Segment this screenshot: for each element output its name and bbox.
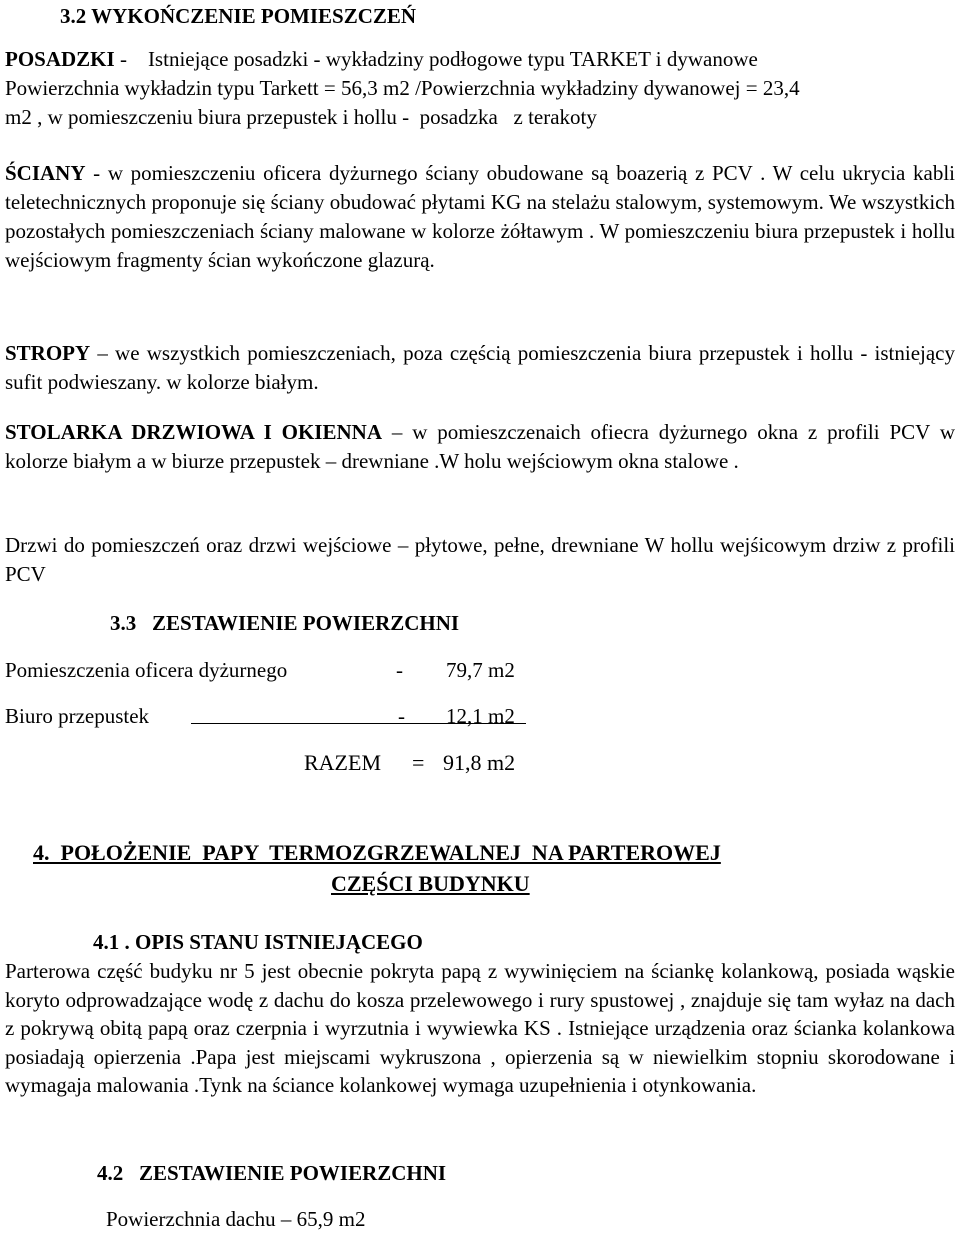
sciany-text: - w pomieszczeniu oficera dyżurnego ściany obudowane są boazerią z PCV . W celu ukrycia kabli teletechnicznych proponuje się ściany obudować płytami KG na stelażu stalowym, systemowym. We wszystkich pozostałych pomieszczeniach ściany malowane w kolorze żółtawym . W pomieszczeniu biura przepustek i hollu wejściowym fragmenty ścian wykończone glazurą. bbox=[5, 161, 955, 272]
posadzki-line-1 bbox=[5, 45, 955, 74]
area-total-eq: = bbox=[412, 750, 425, 775]
area-row-2-value: 12,1 m2 bbox=[446, 704, 515, 728]
area-row-1-value: 79,7 m2 bbox=[446, 658, 515, 682]
posadzki-line-2: Powierzchnia wykładzin typu Tarkett = 56,3 m2 /Powierzchnia wykładziny dywanowej = 23,4 bbox=[5, 76, 800, 100]
stropy-paragraph bbox=[5, 339, 955, 397]
posadzki-line-1-text: Istniejące posadzki - wykładziny podłogowe typu TARKET i dywanowe bbox=[147, 47, 758, 71]
section-4-1-heading-text: 4.1 . OPIS STANU ISTNIEJĄCEGO bbox=[93, 930, 423, 954]
section-4-heading-line-1-text: 4. POŁOŻENIE PAPY TERMOZGRZEWALNEJ NA PARTEROWEJ bbox=[33, 840, 721, 865]
sciany-paragraph bbox=[5, 159, 955, 275]
stolarka-text: – w pomieszczenaich ofiecra dyżurnego okna z profili PCV w kolorze białym a w biurze przepustek – drewniane .W holu wejściowym okna stalowe . bbox=[5, 420, 955, 473]
posadzki-label: POSADZKI bbox=[5, 47, 115, 71]
section-4-2-text: Powierzchnia dachu – 65,9 m2 bbox=[106, 1207, 366, 1231]
section-4-heading-line-2-text: CZĘŚCI BUDYNKU bbox=[331, 871, 530, 896]
area-row-2-dash: - bbox=[398, 704, 405, 728]
stropy-text: – we wszystkich pomieszczeniach, poza częścią pomieszczenia biura przepustek i hollu - istniejący sufit podwieszany. w kolorze białym. bbox=[5, 341, 955, 394]
section-4-heading-line-2 bbox=[331, 869, 960, 899]
section-4-1-text: Parterowa część budyku nr 5 jest obecnie pokryta papą z wywinięciem na ściankę kolankową, posiada wąskie koryto odprowadzające wodę z dachu do kosza przelewowego i rury spustowej , znajduje się tam wyłaz na dach z pokrywą obitą papą oraz czerpnia i wyrzutnia i wywiewka KS . Istniejące urządzenia oraz ścianka kolankowa posiadają opierzenia .Papa jest miejscami wykruszona , opierzenia są w niewielkim stopniu skorodowane i wymagaja malowania .Tynk na ściance kolankowej wymaga uzupełnienia i otynkowania. bbox=[5, 959, 955, 1098]
stolarka-paragraph bbox=[5, 418, 955, 476]
section-3-3-heading-text: 3.3 ZESTAWIENIE POWIERZCHNI bbox=[110, 611, 460, 635]
stolarka-label: STOLARKA DRZWIOWA I OKIENNA bbox=[5, 420, 382, 444]
section-4-1-heading bbox=[93, 928, 960, 957]
posadzki-paragraph bbox=[5, 45, 955, 132]
posadzki-line-3: m2 , w pomieszczeniu biura przepustek i hollu - posadzka z terakoty bbox=[5, 105, 597, 129]
stropy-label: STROPY bbox=[5, 341, 91, 365]
section-3-2-heading-text: 3.2 WYKOŃCZENIE POMIESZCZEŃ bbox=[60, 4, 417, 28]
sciany-label: ŚCIANY bbox=[5, 161, 86, 185]
area-row-2-name: Biuro przepustek bbox=[5, 704, 150, 728]
section-4-2-heading-text: 4.2 ZESTAWIENIE POWIERZCHNI bbox=[97, 1161, 447, 1185]
drzwi-paragraph bbox=[5, 531, 955, 589]
section-4-1-paragraph bbox=[5, 957, 955, 1100]
posadzki-separator: - bbox=[114, 47, 148, 71]
drzwi-text: Drzwi do pomieszczeń oraz drzwi wejściowe – płytowe, pełne, drewniane W hollu wejśicowym drziw z profili PCV bbox=[5, 533, 955, 586]
section-4-2-heading bbox=[97, 1159, 960, 1188]
area-row-1-name: Pomieszczenia oficera dyżurnego bbox=[5, 658, 288, 682]
area-total-value: 91,8 m2 bbox=[443, 750, 516, 775]
section-4-2-paragraph bbox=[106, 1205, 960, 1234]
area-total-label: RAZEM bbox=[304, 750, 381, 775]
section-3-3-heading bbox=[110, 609, 960, 638]
section-3-2-heading bbox=[60, 2, 960, 31]
section-4-heading-line-1 bbox=[33, 838, 960, 868]
area-row-1-dash: - bbox=[396, 658, 403, 682]
